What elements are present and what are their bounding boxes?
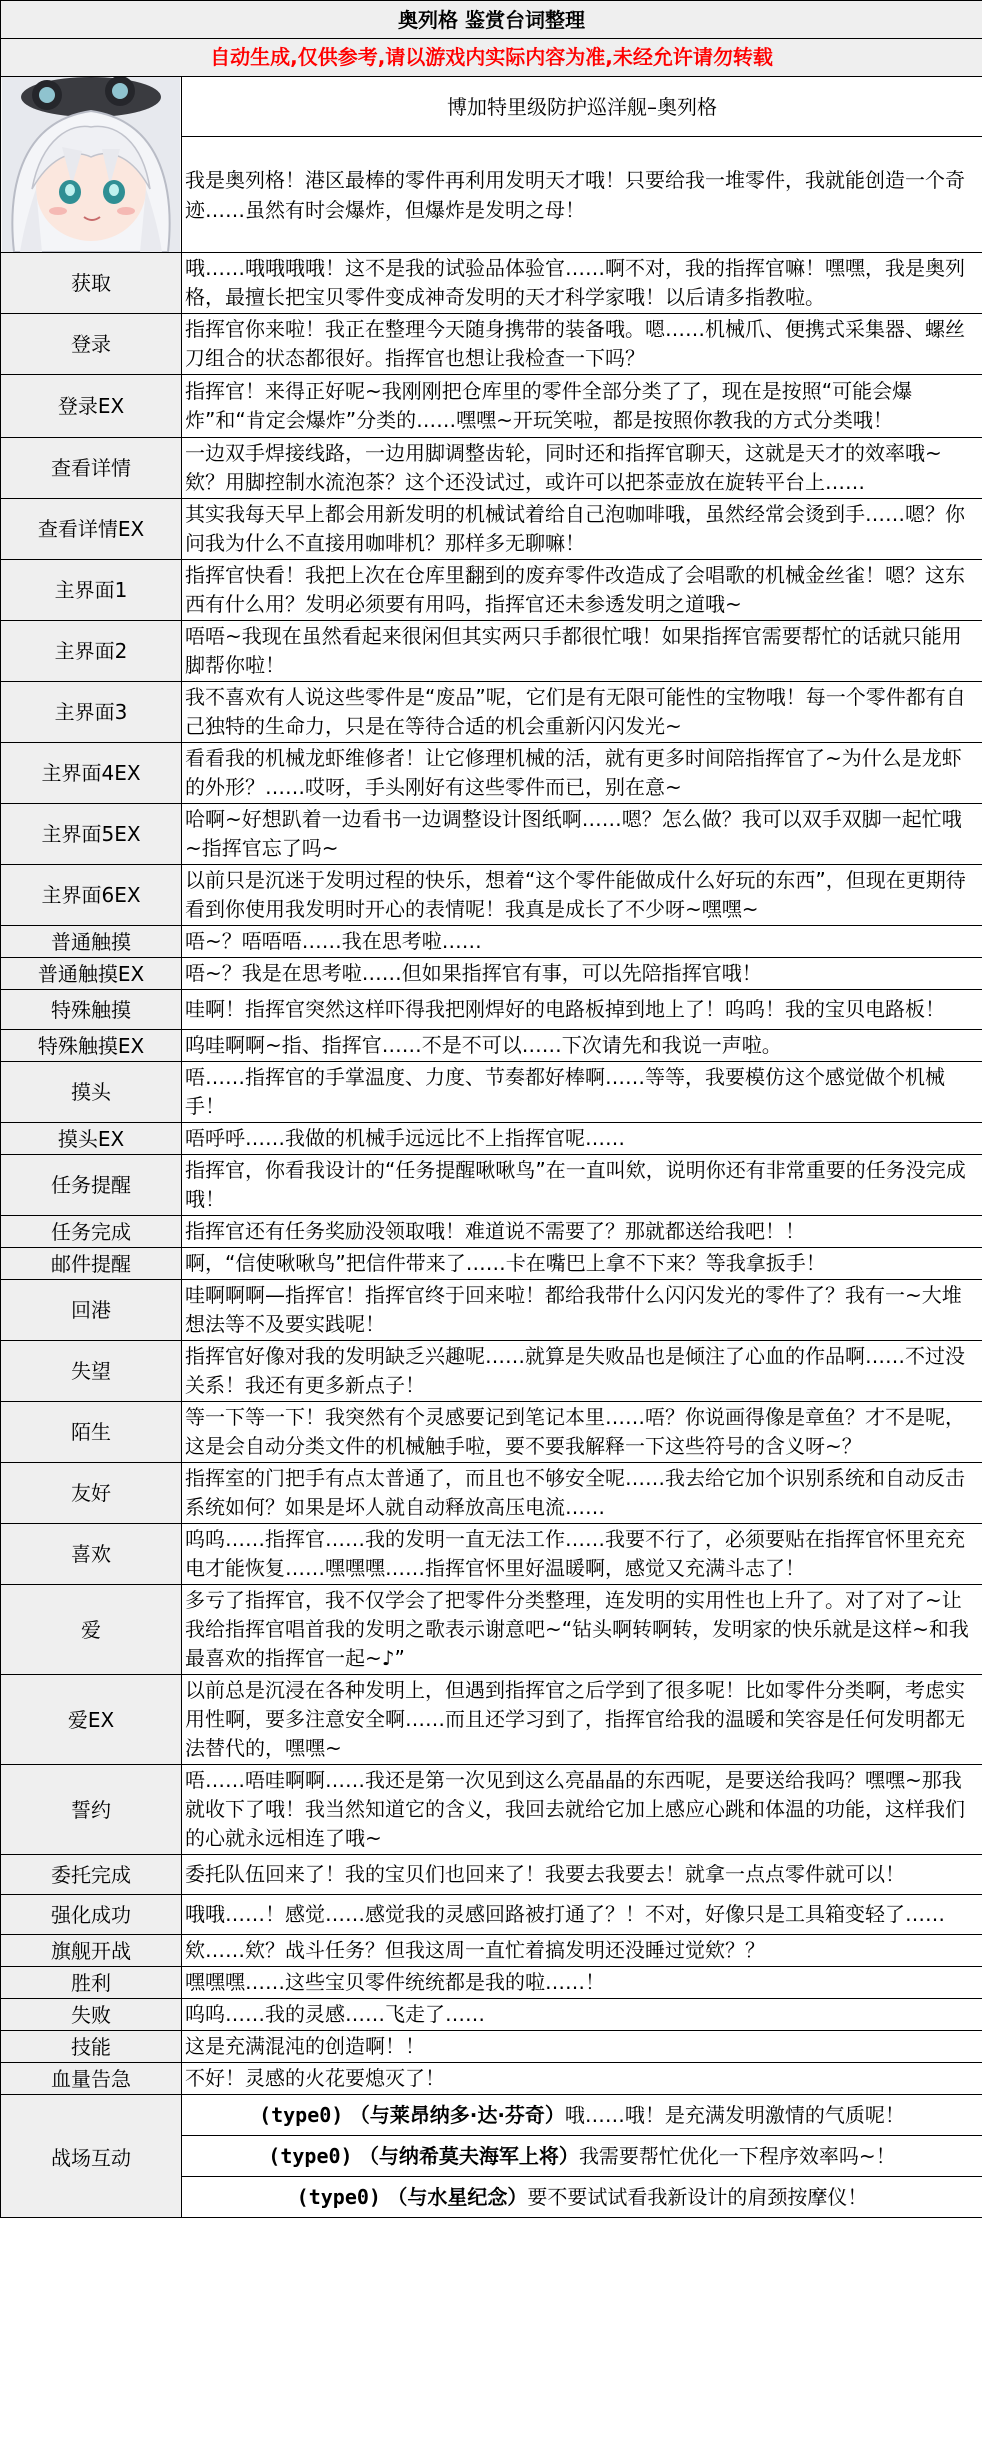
voice-line-row: [1, 1062, 982, 1123]
voice-line-row: [1, 621, 982, 682]
battle-interaction-label: 战场互动: [1, 2095, 182, 2218]
voice-line-text: 不好！灵感的火花要熄灭了！: [182, 2063, 982, 2095]
voice-line-text: 哇啊！指挥官突然这样吓得我把刚焊好的电路板掉到地上了！呜呜！我的宝贝电路板！: [182, 990, 982, 1030]
voice-line-text: 这是充满混沌的创造啊！！: [182, 2031, 982, 2063]
voice-line-row: [1, 1402, 982, 1463]
voice-line-label: 主界面1: [1, 560, 182, 621]
battle-interaction-partner: （与纳希莫夫海军上将）: [358, 2144, 579, 2168]
battle-interaction-partner: （与水星纪念）: [387, 2185, 528, 2209]
voice-line-row: [1, 1155, 982, 1216]
voice-line-text: 啊，“信使啾啾鸟”把信件带来了……卡在嘴巴上拿不下来？等我拿扳手！: [182, 1248, 982, 1280]
voice-line-text: 呜呜……我的灵感……飞走了……: [182, 1999, 982, 2031]
ship-intro-cell: [182, 137, 982, 253]
voice-line-text: 委托队伍回来了！我的宝贝们也回来了！我要去我要去！就拿一点点零件就可以！: [182, 1855, 982, 1895]
voice-line-text: 一边双手焊接线路，一边用脚调整齿轮，同时还和指挥官聊天，这就是天才的效率哦~欸？用脚控制水流泡茶？这个还没试过，或许可以把茶壶放在旋转平台上……: [182, 438, 982, 499]
voice-line-text: 唔……指挥官的手掌温度、力度、节奏都好棒啊……等等，我要模仿这个感觉做个机械手！: [182, 1062, 982, 1123]
voice-line-label: 摸头: [1, 1062, 182, 1123]
voice-line-label: 主界面4EX: [1, 743, 182, 804]
voice-line-row: [1, 1341, 982, 1402]
voice-line-text: 指挥官，你看我设计的“任务提醒啾啾鸟”在一直叫欸，说明你还有非常重要的任务没完成哦！: [182, 1155, 982, 1216]
battle-interaction-partner: （与莱昂纳多·达·芬奇）: [349, 2103, 565, 2127]
voice-line-row: [1, 1855, 982, 1895]
ship-name: 博加特里级防护巡洋舰–奥列格: [447, 94, 717, 119]
voice-line-text: 其实我每天早上都会用新发明的机械试着给自己泡咖啡哦，虽然经常会烫到手……嗯？你问我为什么不直接用咖啡机？那样多无聊嘛！: [182, 499, 982, 560]
voice-line-row: [1, 1935, 982, 1967]
voice-line-text: 唔~？我是在思考啦……但如果指挥官有事，可以先陪指挥官哦！: [182, 958, 982, 990]
voice-line-label: 任务完成: [1, 1216, 182, 1248]
copyright-notice: 自动生成,仅供参考,请以游戏内实际内容为准,未经允许请勿转载: [210, 44, 773, 69]
voice-line-row: [1, 314, 982, 375]
voice-line-row: [1, 1030, 982, 1062]
voice-line-text: 欸……欸？战斗任务？但我这周一直忙着搞发明还没睡过觉欸？？: [182, 1935, 982, 1967]
battle-interaction-type: (type0): [259, 2103, 344, 2127]
voice-line-text: 哦……哦哦哦哦！这不是我的试验品体验官……啊不对，我的指挥官嘛！嘿嘿，我是奥列格，最擅长把宝贝零件变成神奇发明的天才科学家哦！以后请多指教啦。: [182, 253, 982, 314]
voice-line-label: 普通触摸EX: [1, 958, 182, 990]
voice-line-text: 以前总是沉浸在各种发明上，但遇到指挥官之后学到了很多呢！比如零件分类啊，考虑实用性啊，要多注意安全啊……而且还学习到了，指挥官给我的温暖和笑容是任何发明都无法替代的，嘿嘿~: [182, 1675, 982, 1765]
voice-line-text: 哈啊~好想趴着一边看书一边调整设计图纸啊……嗯？怎么做？我可以双手双脚一起忙哦~指挥官忘了吗~: [182, 804, 982, 865]
voice-line-label: 特殊触摸EX: [1, 1030, 182, 1062]
voice-line-row: [1, 804, 982, 865]
voice-line-label: 爱: [1, 1585, 182, 1675]
voice-line-text: 以前只是沉迷于发明过程的快乐，想着“这个零件能做成什么好玩的东西”，但现在更期待看到你使用我发明时开心的表情呢！我真是成长了不少呀~嘿嘿~: [182, 865, 982, 926]
battle-interaction-text: 要不要试试看我新设计的肩颈按摩仪！: [527, 2185, 868, 2209]
voice-line-label: 誓约: [1, 1765, 182, 1855]
voice-line-text: 指挥官还有任务奖励没领取哦！难道说不需要了？那就都送给我吧！！: [182, 1216, 982, 1248]
voice-line-label: 技能: [1, 2031, 182, 2063]
voice-line-row: [1, 1967, 982, 1999]
ship-name-cell: [182, 77, 982, 137]
voice-line-row: [1, 560, 982, 621]
voice-line-row: [1, 1463, 982, 1524]
voice-line-label: 失败: [1, 1999, 182, 2031]
voice-line-text: 呜呜……指挥官……我的发明一直无法工作……我要不行了，必须要贴在指挥官怀里充充电才能恢复……嘿嘿嘿……指挥官怀里好温暖啊，感觉又充满斗志了！: [182, 1524, 982, 1585]
voice-line-text: 我不喜欢有人说这些零件是“废品”呢，它们是有无限可能性的宝物哦！每一个零件都有自己独特的生命力，只是在等待合适的机会重新闪闪发光~: [182, 682, 982, 743]
voice-line-text: 唔~？唔唔唔……我在思考啦……: [182, 926, 982, 958]
voice-line-row: [1, 1585, 982, 1675]
voice-line-label: 摸头EX: [1, 1123, 182, 1155]
battle-interaction-list: [182, 2095, 982, 2218]
voice-line-label: 喜欢: [1, 1524, 182, 1585]
voice-line-row: [1, 1675, 982, 1765]
battle-interaction-type: (type0): [296, 2185, 381, 2209]
voice-line-row: [1, 865, 982, 926]
sheet-header: [1, 1, 982, 39]
voice-line-row: [1, 958, 982, 990]
voice-line-text: 指挥室的门把手有点太普通了，而且也不够安全呢……我去给它加个识别系统和自动反击系统如何？如果是坏人就自动释放高压电流……: [182, 1463, 982, 1524]
voice-line-row: [1, 1524, 982, 1585]
voice-line-label: 特殊触摸: [1, 990, 182, 1030]
voice-line-text: 呜哇啊啊~指、指挥官……不是不可以……下次请先和我说一声啦。: [182, 1030, 982, 1062]
voice-line-row: [1, 253, 982, 314]
voice-line-text: 多亏了指挥官，我不仅学会了把零件分类整理，连发明的实用性也上升了。对了对了~让我给指挥官唱首我的发明之歌表示谢意吧~“钻头啊转啊转，发明家的快乐就是这样~和我最喜欢的指挥官一起~♪”: [182, 1585, 982, 1675]
voice-line-text: 嘿嘿嘿……这些宝贝零件统统都是我的啦……！: [182, 1967, 982, 1999]
voice-line-label: 旗舰开战: [1, 1935, 182, 1967]
voice-line-label: 强化成功: [1, 1895, 182, 1935]
sheet-title: 奥列格 鉴赏台词整理: [398, 8, 585, 32]
voice-line-row: [1, 499, 982, 560]
voice-line-row: [1, 1765, 982, 1855]
voice-line-label: 陌生: [1, 1402, 182, 1463]
voice-line-label: 主界面3: [1, 682, 182, 743]
voice-line-row: [1, 1123, 982, 1155]
voice-line-row: [1, 990, 982, 1030]
voice-line-text: 指挥官快看！我把上次在仓库里翻到的废弃零件改造成了会唱歌的机械金丝雀！嗯？这东西有什么用？发明必须要有用吗，指挥官还未参透发明之道哦~: [182, 560, 982, 621]
avatar-cell: [1, 77, 182, 253]
voice-line-label: 普通触摸: [1, 926, 182, 958]
voice-line-row: [1, 2063, 982, 2095]
voice-line-row: [1, 1895, 982, 1935]
battle-interaction-item: [182, 2176, 982, 2217]
ship-intro: 我是奥列格！港区最棒的零件再利用发明天才哦！只要给我一堆零件，我就能创造一个奇迹……虽然有时会爆炸，但爆炸是发明之母！: [185, 167, 965, 222]
voice-line-text: 哇啊啊啊—指挥官！指挥官终于回来啦！都给我带什么闪闪发光的零件了？我有一~大堆想法等不及要实践呢！: [182, 1280, 982, 1341]
voice-line-label: 委托完成: [1, 1855, 182, 1895]
voice-line-text: 看看我的机械龙虾维修者！让它修理机械的活，就有更多时间陪指挥官了~为什么是龙虾的外形？……哎呀，手头刚好有这些零件而已，别在意~: [182, 743, 982, 804]
voice-line-label: 主界面2: [1, 621, 182, 682]
copyright-notice-row: [1, 39, 982, 77]
voice-line-label: 爱EX: [1, 1675, 182, 1765]
voice-line-row: [1, 2031, 982, 2063]
voice-line-row: [1, 743, 982, 804]
voice-line-row: [1, 438, 982, 499]
voice-line-row: [1, 682, 982, 743]
voice-line-text: 等一下等一下！我突然有个灵感要记到笔记本里……唔？你说画得像是章鱼？才不是呢，这是会自动分类文件的机械触手啦，要不要我解释一下这些符号的含义呀~？: [182, 1402, 982, 1463]
battle-interaction-item: [182, 2095, 982, 2135]
voice-line-label: 失望: [1, 1341, 182, 1402]
voice-line-label: 任务提醒: [1, 1155, 182, 1216]
battle-interaction-text: 哦……哦！是充满发明激情的气质呢！: [564, 2103, 905, 2127]
voice-line-label: 获取: [1, 253, 182, 314]
voice-line-text: 指挥官好像对我的发明缺乏兴趣呢……就算是失败品也是倾注了心血的作品啊……不过没关系！我还有更多新点子！: [182, 1341, 982, 1402]
voice-line-label: 友好: [1, 1463, 182, 1524]
voice-line-text: 唔唔~我现在虽然看起来很闲但其实两只手都很忙哦！如果指挥官需要帮忙的话就只能用脚帮你啦！: [182, 621, 982, 682]
battle-interaction-type: (type0): [268, 2144, 353, 2168]
voice-line-text: 唔……唔哇啊啊……我还是第一次见到这么亮晶晶的东西呢，是要送给我吗？嘿嘿~那我就收下了哦！我当然知道它的含义，我回去就给它加上感应心跳和体温的功能，这样我们的心就永远相连了哦~: [182, 1765, 982, 1855]
voice-line-label: 主界面5EX: [1, 804, 182, 865]
battle-interaction-row: [1, 2095, 982, 2218]
voice-line-row: [1, 375, 982, 438]
voice-line-label: 主界面6EX: [1, 865, 182, 926]
battle-interaction-text: 我需要帮忙优化一下程序效率吗~！: [578, 2144, 896, 2168]
voice-line-text: 指挥官你来啦！我正在整理今天随身携带的装备哦。嗯……机械爪、便携式采集器、螺丝刀组合的状态都很好。指挥官也想让我检查一下吗？: [182, 314, 982, 375]
voice-line-label: 登录: [1, 314, 182, 375]
voice-line-row: [1, 1280, 982, 1341]
voice-line-label: 回港: [1, 1280, 182, 1341]
voice-line-row: [1, 926, 982, 958]
voice-line-label: 血量告急: [1, 2063, 182, 2095]
voice-line-text: 哦哦……！感觉……感觉我的灵感回路被打通了？！不对，好像只是工具箱变轻了……: [182, 1895, 982, 1935]
voice-line-row: [1, 1216, 982, 1248]
voice-line-label: 登录EX: [1, 375, 182, 438]
voice-line-row: [1, 1999, 982, 2031]
voice-line-label: 胜利: [1, 1967, 182, 1999]
voice-line-label: 邮件提醒: [1, 1248, 182, 1280]
voice-line-row: [1, 1248, 982, 1280]
battle-interaction-item: [182, 2135, 982, 2176]
avatar: [2, 77, 180, 252]
voice-line-label: 查看详情: [1, 438, 182, 499]
voice-line-text: 唔呼呼……我做的机械手远远比不上指挥官呢……: [182, 1123, 982, 1155]
voice-line-label: 查看详情EX: [1, 499, 182, 560]
voice-line-text: 指挥官！来得正好呢~我刚刚把仓库里的零件全部分类了了，现在是按照“可能会爆炸”和“肯定会爆炸”分类的……嘿嘿~开玩笑啦，都是按照你教我的方式分类哦！: [182, 375, 982, 438]
